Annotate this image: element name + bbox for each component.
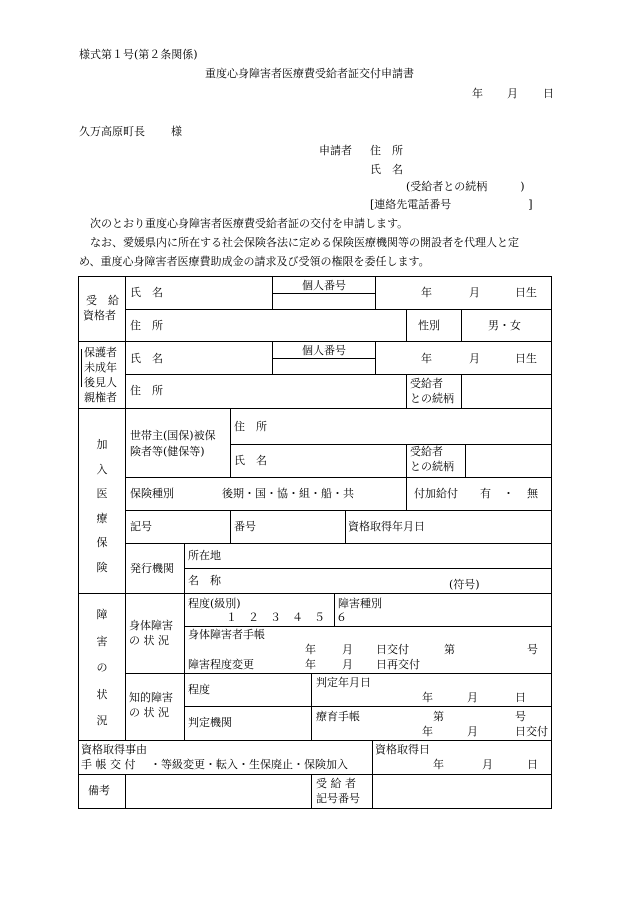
level-label: 程度 bbox=[188, 683, 210, 696]
handbook-label: 身体障害者手帳 bbox=[188, 628, 265, 641]
issue-no-prefix: 第 bbox=[444, 643, 455, 656]
body-paragraph-1: 次のとおり重度心身障害者医療費受給者証の交付を申請します。 bbox=[90, 217, 409, 230]
issue-year: 年 bbox=[305, 643, 316, 656]
disability-type-label: 障害種別 bbox=[338, 597, 382, 610]
applicant-relation: (受給者との続柄 ) bbox=[406, 180, 525, 193]
body-paragraph-2b: め、重度心身障害者医療費助成金の請求及び受領の権限を委任します。 bbox=[79, 255, 430, 268]
guardian-name-label: 氏 名 bbox=[130, 352, 163, 365]
judge-date-label: 判定年月日 bbox=[316, 676, 371, 689]
qualify-reason-label: 資格取得事由 bbox=[81, 743, 147, 756]
body-paragraph-2a: なお、愛媛県内に所在する社会保険各法に定める保険医療機関等の開設者を代理人と定 bbox=[90, 236, 519, 249]
insurance-number-label: 番号 bbox=[234, 520, 256, 533]
insurance-benefit-label: 付加給付 bbox=[414, 487, 458, 500]
recipient-birth-month: 月 bbox=[469, 286, 480, 299]
applicant-name-label: 氏 名 bbox=[370, 163, 403, 176]
insurance-section-label: 加 入 医 療 保 険 bbox=[96, 438, 108, 574]
change-label: 障害程度変更 bbox=[188, 658, 254, 671]
insurance-address-label: 住 所 bbox=[234, 420, 267, 433]
recipient-no-label-2: 記号番号 bbox=[316, 792, 360, 805]
applicant-phone: [連絡先電話番号 ] bbox=[370, 198, 533, 211]
ryoiku-no-suffix: 号 bbox=[515, 710, 526, 723]
page-title: 重度心身障害者医療費受給者証交付申請書 bbox=[205, 67, 414, 80]
insurance-relation-label-1: 受給者 bbox=[410, 445, 443, 458]
issue-month: 月 bbox=[342, 643, 353, 656]
insurance-head-label-1: 世帯主(国保)被保 bbox=[130, 429, 216, 442]
judge-org-label: 判定機関 bbox=[188, 716, 232, 729]
insurance-benefit-dot: ・ bbox=[503, 487, 514, 500]
recipient-address-label: 住 所 bbox=[130, 319, 163, 332]
recipient-mynumber-label: 個人番号 bbox=[302, 279, 346, 292]
judge-year: 年 bbox=[422, 691, 433, 704]
qualify-day: 日 bbox=[527, 758, 538, 771]
judge-month: 月 bbox=[467, 691, 478, 704]
addressee: 久万高原町長 bbox=[79, 125, 145, 138]
qualify-reason-2: ・等級変更・転入・生保廃止・保険加入 bbox=[150, 758, 348, 771]
recipient-name-label: 氏 名 bbox=[130, 286, 163, 299]
guardian-relation-label-1: 受給者 bbox=[410, 377, 443, 390]
reissue-day-label: 日再交付 bbox=[376, 658, 420, 671]
guardian-bracket bbox=[81, 349, 82, 387]
insurance-symbol-label: 記号 bbox=[130, 520, 152, 533]
insurance-issuer-location-label: 所在地 bbox=[188, 549, 221, 562]
insurance-relation-label-2: との続柄 bbox=[410, 460, 454, 473]
insurance-benefit-no: 無 bbox=[527, 487, 538, 500]
judge-day: 日 bbox=[515, 691, 526, 704]
qualify-month: 月 bbox=[482, 758, 493, 771]
applicant-label: 申請者 bbox=[319, 144, 352, 157]
guardian-birth-year: 年 bbox=[421, 352, 432, 365]
grade-label: 程度(級別) bbox=[188, 597, 241, 610]
guardian-birth-day: 日生 bbox=[515, 352, 537, 365]
guardian-birth-month: 月 bbox=[469, 352, 480, 365]
insurance-issuer-code: (符号) bbox=[449, 578, 480, 591]
date-month-label: 月 bbox=[507, 87, 518, 100]
date-year-label: 年 bbox=[472, 87, 483, 100]
insurance-type-options: 後期・国・協・組・船・共 bbox=[222, 487, 354, 500]
insurance-head-label-2: 険者等(健保等) bbox=[130, 445, 205, 458]
ryoiku-day-label: 日交付 bbox=[515, 725, 548, 738]
ryoiku-month: 月 bbox=[467, 725, 478, 738]
issue-day-label: 日交付 bbox=[376, 643, 409, 656]
recipient-no-label-1: 受 給 者 bbox=[316, 777, 356, 790]
insurance-issuer-name-label: 名 称 bbox=[188, 574, 221, 587]
reissue-month: 月 bbox=[342, 658, 353, 671]
intellectual-label-2: の 状 況 bbox=[129, 706, 169, 719]
issue-no-suffix: 号 bbox=[527, 643, 538, 656]
guardian-mynumber-label: 個人番号 bbox=[302, 344, 346, 357]
recipient-birth-day: 日生 bbox=[515, 286, 537, 299]
insurance-qualify-date-label: 資格取得年月日 bbox=[348, 520, 425, 533]
physical-label-1: 身体障害 bbox=[129, 619, 173, 632]
form-number: 様式第１号(第２条関係) bbox=[79, 48, 198, 61]
recipient-birth-year: 年 bbox=[421, 286, 432, 299]
recipient-gender-options: 男・女 bbox=[488, 319, 521, 332]
guardian-relation-label-2: との続柄 bbox=[410, 392, 454, 405]
ryoiku-year: 年 bbox=[422, 725, 433, 738]
remarks-label: 備考 bbox=[88, 784, 110, 797]
recipient-section-label-2: 資格者 bbox=[83, 309, 116, 322]
qualify-reason-1: 手 帳 交 付 bbox=[81, 758, 136, 771]
qualify-year: 年 bbox=[433, 758, 444, 771]
ryoiku-no-prefix: 第 bbox=[433, 710, 444, 723]
grade-options: １ ２ ３ ４ ５ ６ bbox=[226, 611, 347, 624]
guardian-section-label: 保護者 未成年 後見人 親権者 bbox=[84, 346, 117, 404]
disability-section-label: 障 害 の 状 況 bbox=[96, 608, 108, 727]
qualify-date-label: 資格取得日 bbox=[375, 743, 430, 756]
recipient-gender-label: 性別 bbox=[418, 319, 440, 332]
insurance-issuer-label: 発行機関 bbox=[130, 562, 174, 575]
recipient-section-label-1: 受 給 bbox=[86, 294, 119, 307]
insurance-name-label: 氏 名 bbox=[234, 454, 267, 467]
insurance-benefit-yes: 有 bbox=[480, 487, 491, 500]
insurance-type-label: 保険種別 bbox=[130, 487, 174, 500]
applicant-address-label: 住 所 bbox=[370, 144, 403, 157]
physical-label-2: の 状 況 bbox=[129, 634, 169, 647]
guardian-address-label: 住 所 bbox=[130, 384, 163, 397]
date-day-label: 日 bbox=[543, 87, 554, 100]
addressee-suffix: 様 bbox=[171, 125, 182, 138]
ryoiku-label: 療育手帳 bbox=[316, 710, 360, 723]
reissue-year: 年 bbox=[305, 658, 316, 671]
intellectual-label-1: 知的障害 bbox=[129, 691, 173, 704]
